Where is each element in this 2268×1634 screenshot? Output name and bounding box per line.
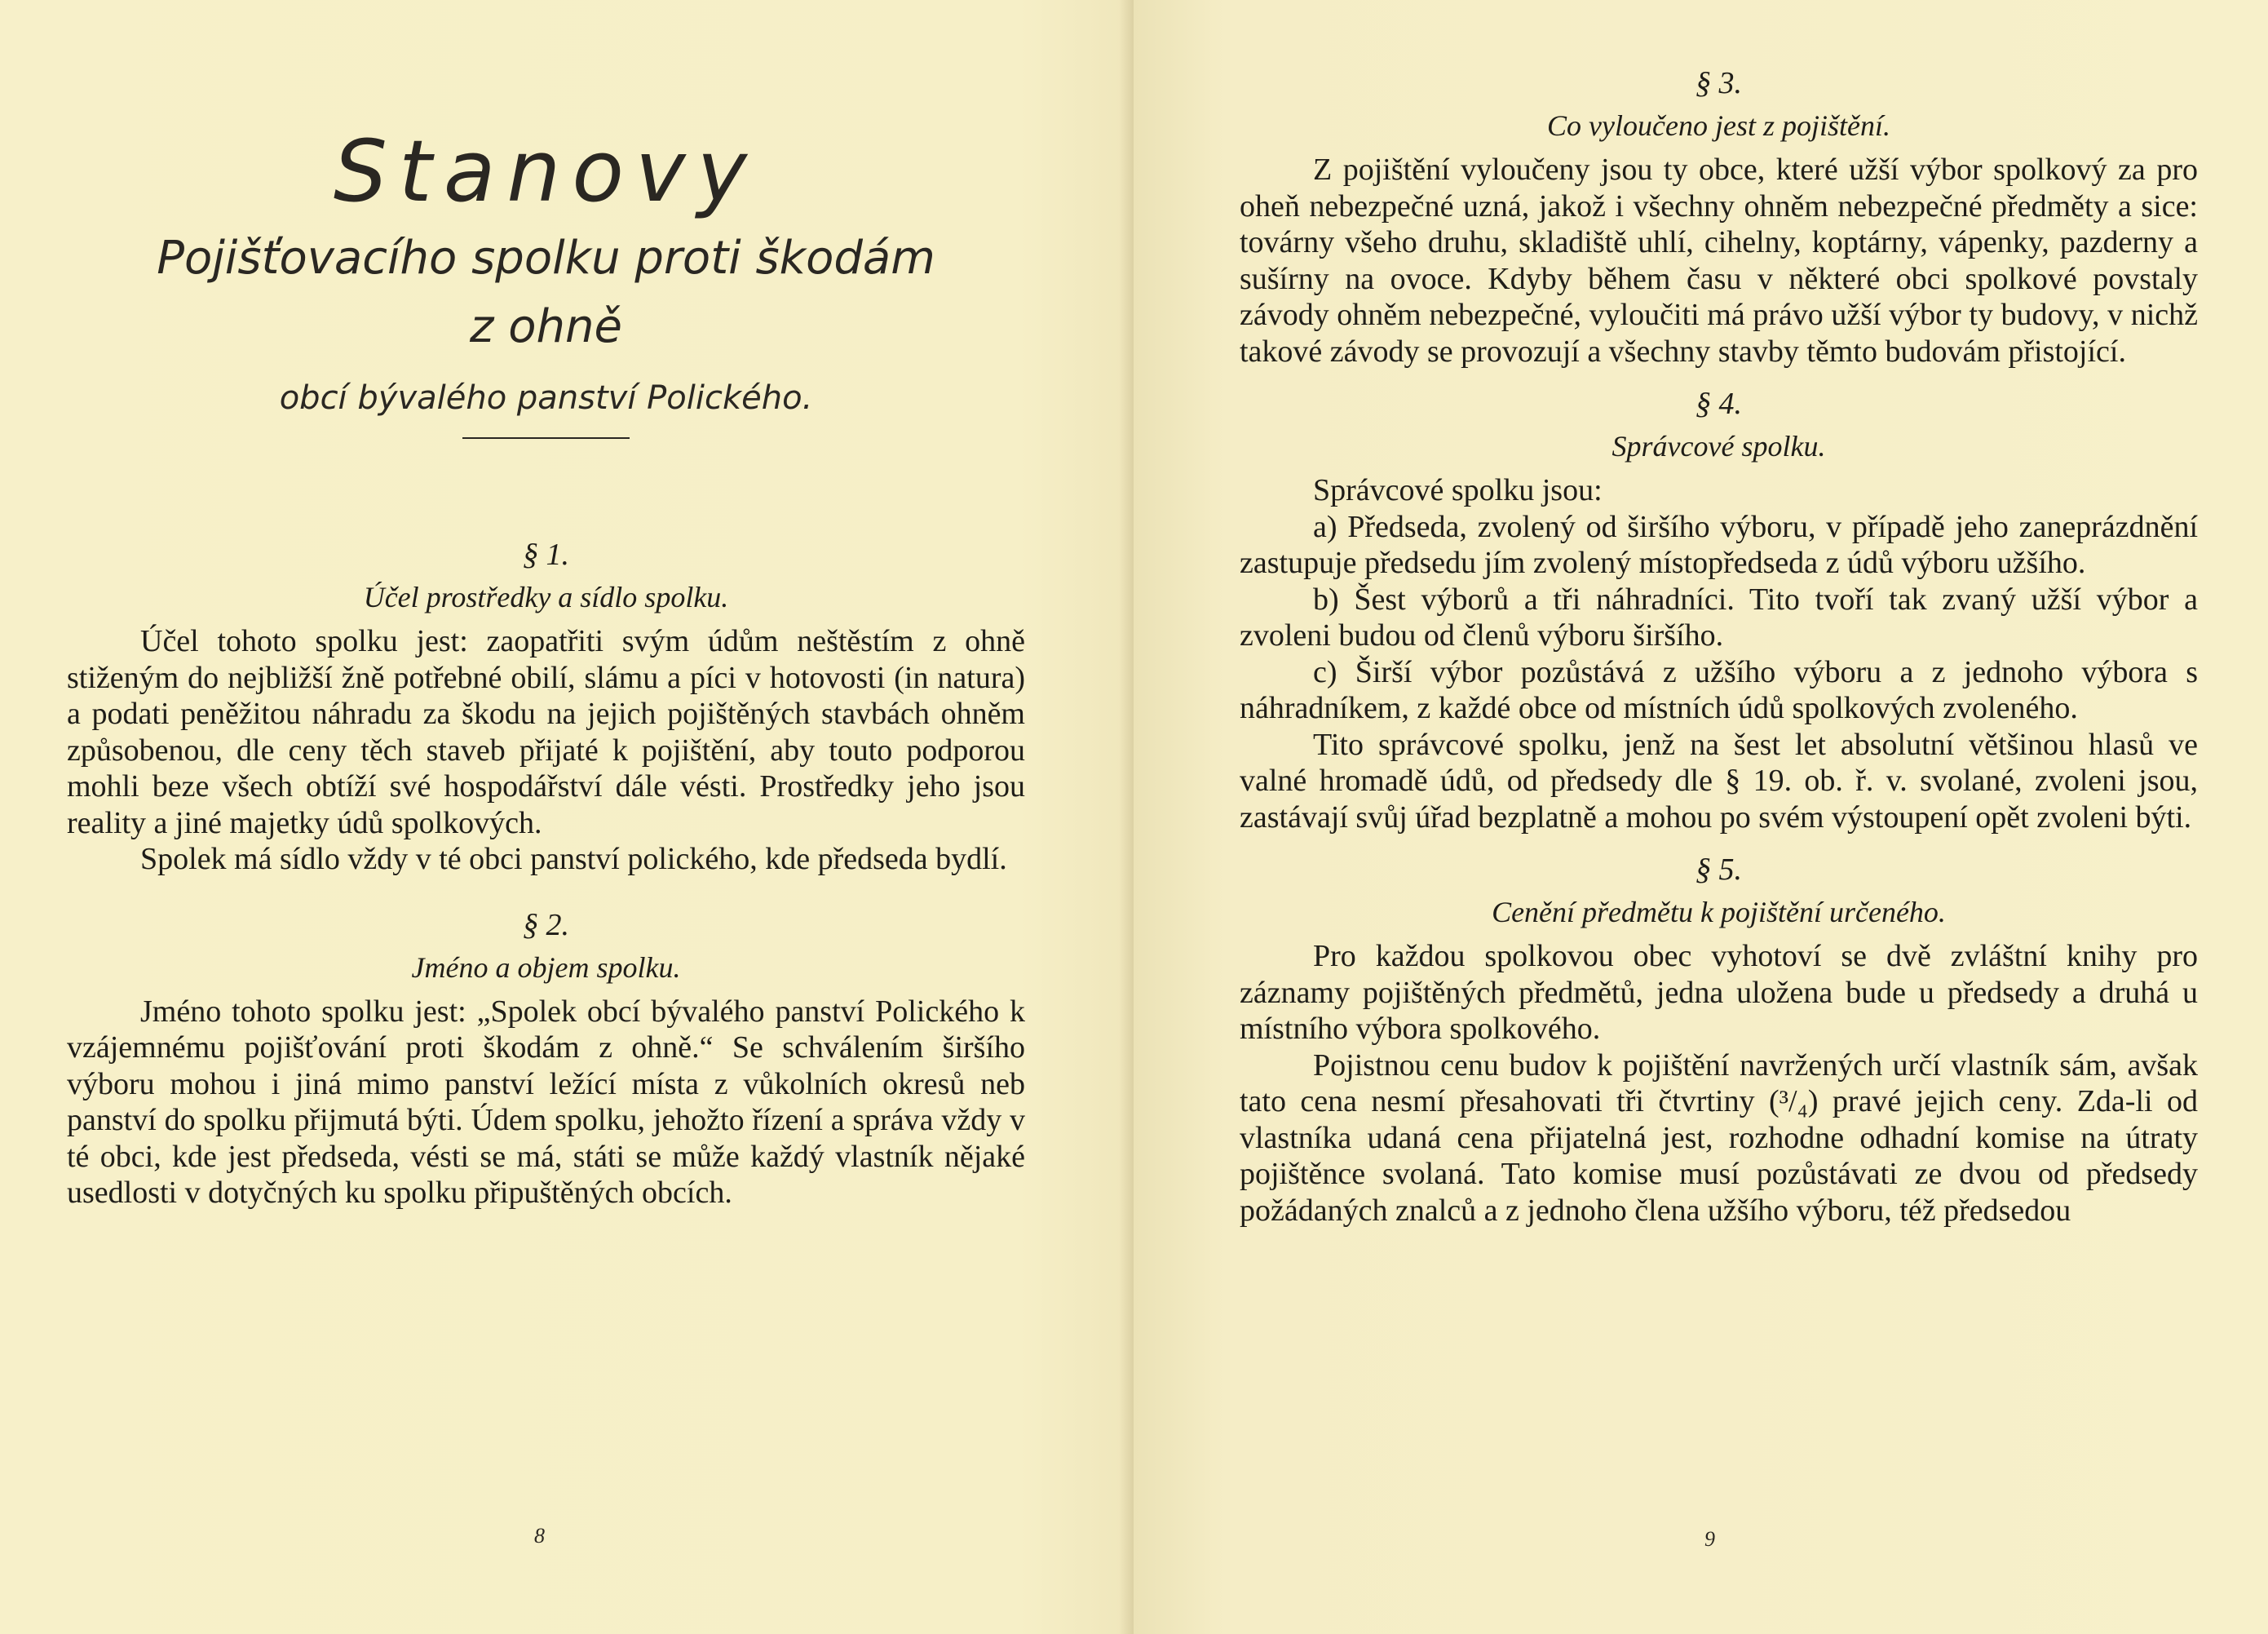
section-heading: Cenění předmětu k pojištění určeného. xyxy=(1492,896,1946,928)
paragraph: Jméno tohoto spolku jest: „Spolek obcí bývalého panství Polického k vzájemnému pojišťování proti škodám z ohně.“ Se schválením širšího výboru mohou i jiná mimo panství ležící místa z vůkolních okresů neb panství do spolku přijmutá býti. Údem spolku, jehožto řízení a správa vždy v té obci, kde jest předseda, vésti se má, státi se může každý vlastník nějaké usedlosti v dotyčných ku spolku připuštěných obcích. xyxy=(67,994,1025,1210)
page-number-left: 8 xyxy=(534,1524,545,1548)
paragraph: Pojistnou cenu budov k pojištění navržených určí vlastník sám, avšak tato cena nesmí přesahovati tři čtvrtiny (³/₄) pravé jejich ceny. Zda-li od vlastníka udaná cena přijatelná jest, rozhodne odhadní komise na útraty pojištěnce svolaná. Tato komise musí pozůstávati ze dvou od předsedy požádaných znalců a z jednoho člena užšího výboru, též předsedou xyxy=(1240,1047,2198,1228)
list-item: c) Širší výbor pozůstává z užšího výboru a z jednoho výbora s náhradníkem, z každé obce od místních údů spolkových zvoleného. xyxy=(1240,654,2198,725)
section-1 xyxy=(67,535,1025,878)
paragraph: Z pojištění vyloučeny jsou ty obce, které užší výbor spolkový za pro oheň nebezpečné uzná, jakož i všechny ohněm nebezpečné předměty a sice: továrny všeho druhu, skladiště uhlí, cihelny, koptárny, vápenky, pazderny a sušírny na ovoce. Kdyby během času v některé obci spolkové povstaly závody ohněm nebezpečné, vyloučiti má právo užší výbor ty budovy, v nichž takové závody se provozují a všechny stavby těmto budovám přistojící. xyxy=(1240,153,2198,369)
section-heading: Správcové spolku. xyxy=(1611,430,1826,463)
left-page-content xyxy=(67,122,1025,1211)
section-number: § 2. xyxy=(523,907,569,942)
right-page-content xyxy=(1240,64,2198,1229)
section-number: § 1. xyxy=(523,538,569,572)
document-subtitle: Pojišťovacího spolku proti škodám xyxy=(157,232,935,285)
paragraph: Účel tohoto spolku jest: zaopatřiti svým údům neštěstím z ohně stiženým do nejbližší žně potřebné obilí, slámu a píci v hotovosti (in natura) a podati peněžitou náhradu za škodu na jejich pojištěných stavbách ohněm způsobenou, dle ceny těch staveb přijaté k pojištění, aby touto podporou mohli beze všech obtíží své hospodářství dále vésti. Prostředky jeho jsou reality a jiné majetky údů spolkových. xyxy=(67,624,1025,840)
section-3 xyxy=(1240,64,2198,370)
section-heading: Jméno a objem spolku. xyxy=(411,950,681,984)
document-subtitle-2: z ohně xyxy=(470,300,622,353)
paragraph: Správcové spolku jsou: xyxy=(1313,473,1603,507)
section-heading: Co vyloučeno jest z pojištění. xyxy=(1547,109,1890,142)
paragraph: Tito správcové spolku, jenž na šest let absolutní většinou hlasů ve valné hromadě údů, od předsedy dle § 19. ob. ř. v. svolané, zvoleni jsou, zastávají svůj úřad bezplatně a mohou po svém výstoupení opět zvoleni býti. xyxy=(1240,727,2198,835)
document-title: Stanovy xyxy=(333,122,759,221)
section-2 xyxy=(67,906,1025,1211)
list-item: b) Šest výborů a tři náhradníci. Tito tvoří tak zvaný užší výbor a zvoleni budou od členů výboru širšího. xyxy=(1240,582,2198,653)
section-4 xyxy=(1240,384,2198,835)
paragraph: Pro každou spolkovou obec vyhotoví se dvě zvláštní knihy pro záznamy pojištěných předmětů, jedna uložena bude u předsedy a druhá u místního výbora spolkového. xyxy=(1240,939,2198,1046)
list-item: a) Předseda, zvolený od širšího výboru, v případě jeho zaneprázdnění zastupuje předsedu jím zvolený místopředseda z údů výboru užšího. xyxy=(1240,509,2198,580)
document-subtitle-3: obcí bývalého panství Polického. xyxy=(279,379,813,417)
section-number: § 5. xyxy=(1695,852,1742,887)
section-5 xyxy=(1240,850,2198,1229)
section-number: § 3. xyxy=(1695,66,1742,100)
paragraph: Spolek má sídlo vždy v té obci panství polického, kde předseda bydlí. xyxy=(140,842,1007,876)
section-number: § 4. xyxy=(1695,387,1742,421)
section-heading: Účel prostředky a sídlo spolku. xyxy=(363,581,729,613)
page-number-right: 9 xyxy=(1704,1527,1715,1551)
